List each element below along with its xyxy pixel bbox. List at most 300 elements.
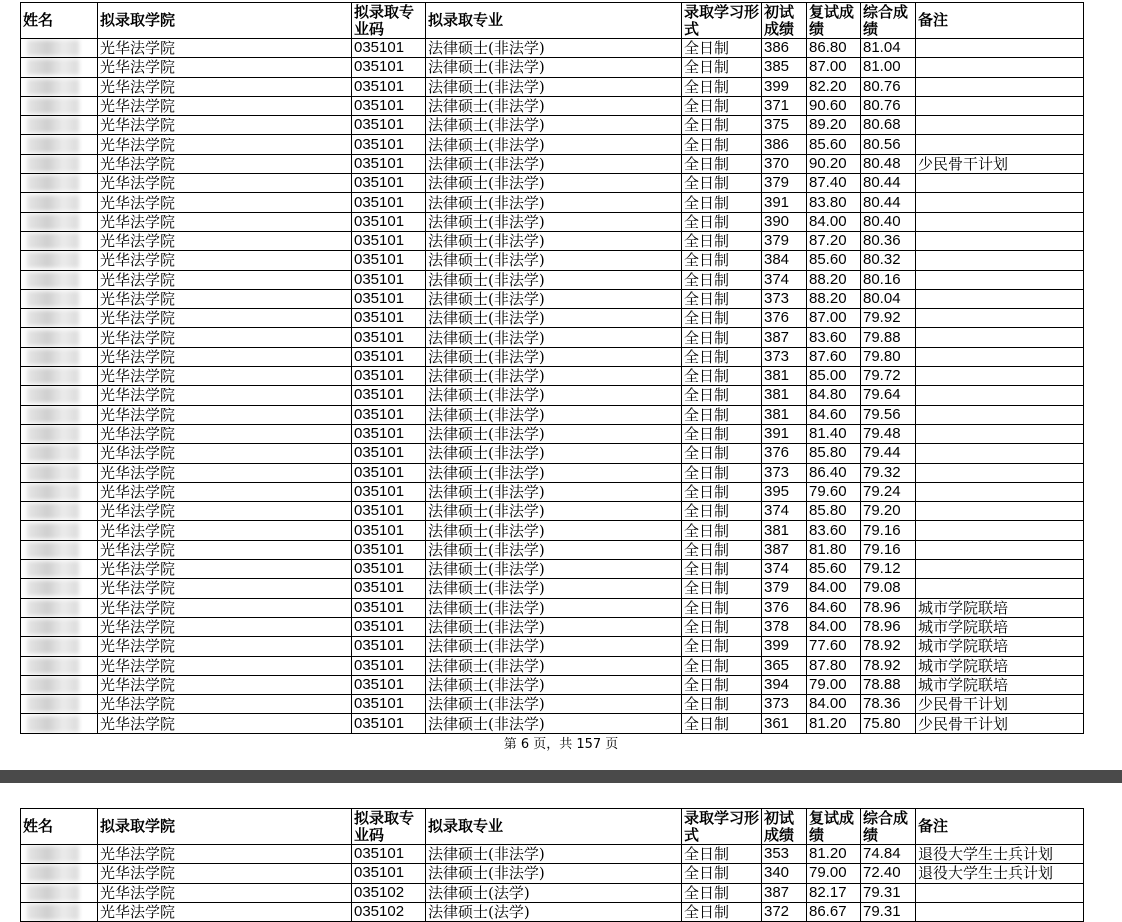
initial-score-cell: 376	[762, 444, 807, 463]
page-separator	[0, 770, 1122, 783]
total-score-cell: 74.84	[861, 845, 916, 864]
major-cell: 法律硕士(非法学)	[426, 328, 682, 347]
college-cell: 光华法学院	[98, 154, 352, 173]
total-score-cell: 80.76	[861, 96, 916, 115]
redaction-blur	[27, 117, 79, 133]
major-cell: 法律硕士(非法学)	[426, 154, 682, 173]
table-row	[21, 347, 1084, 366]
study-mode-cell: 全日制	[682, 116, 762, 135]
study-mode-cell: 全日制	[682, 424, 762, 443]
name-cell-redacted	[21, 444, 98, 463]
total-score-cell: 78.92	[861, 637, 916, 656]
initial-score-cell: 395	[762, 482, 807, 501]
total-score-cell: 78.96	[861, 617, 916, 636]
major-cell: 法律硕士(非法学)	[426, 347, 682, 366]
major-code-cell: 035101	[352, 560, 426, 579]
header-retest-score: 复试成绩	[807, 809, 861, 845]
redaction-blur	[27, 677, 79, 693]
table-row	[21, 845, 1084, 864]
total-score-cell: 79.20	[861, 502, 916, 521]
initial-score-cell: 391	[762, 424, 807, 443]
name-cell-redacted	[21, 135, 98, 154]
college-cell: 光华法学院	[98, 637, 352, 656]
table-row	[21, 135, 1084, 154]
study-mode-cell: 全日制	[682, 845, 762, 864]
header-major: 拟录取专业	[426, 3, 682, 39]
redaction-blur	[27, 465, 79, 481]
major-code-cell: 035101	[352, 656, 426, 675]
study-mode-cell: 全日制	[682, 482, 762, 501]
major-code-cell: 035101	[352, 231, 426, 250]
redaction-blur	[27, 195, 79, 211]
initial-score-cell: 374	[762, 270, 807, 289]
redaction-blur	[27, 846, 79, 862]
major-cell: 法律硕士(非法学)	[426, 39, 682, 58]
table-row	[21, 521, 1084, 540]
table-row	[21, 883, 1084, 902]
study-mode-cell: 全日制	[682, 347, 762, 366]
note-cell: 城市学院联培	[916, 598, 1084, 617]
college-cell: 光华法学院	[98, 883, 352, 902]
initial-score-cell: 386	[762, 135, 807, 154]
major-cell: 法律硕士(非法学)	[426, 231, 682, 250]
note-cell	[916, 405, 1084, 424]
total-score-cell: 72.40	[861, 864, 916, 883]
note-cell: 城市学院联培	[916, 617, 1084, 636]
major-code-cell: 035101	[352, 135, 426, 154]
total-score-cell: 80.56	[861, 135, 916, 154]
name-cell-redacted	[21, 212, 98, 231]
major-code-cell: 035101	[352, 463, 426, 482]
retest-score-cell: 84.00	[807, 695, 861, 714]
study-mode-cell: 全日制	[682, 617, 762, 636]
major-cell: 法律硕士(法学)	[426, 883, 682, 902]
major-code-cell: 035101	[352, 521, 426, 540]
study-mode-cell: 全日制	[682, 579, 762, 598]
name-cell-redacted	[21, 154, 98, 173]
initial-score-cell: 387	[762, 540, 807, 559]
college-cell: 光华法学院	[98, 347, 352, 366]
redaction-blur	[27, 638, 79, 654]
redaction-blur	[27, 885, 79, 901]
retest-score-cell: 82.20	[807, 77, 861, 96]
retest-score-cell: 90.60	[807, 96, 861, 115]
note-cell	[916, 58, 1084, 77]
retest-score-cell: 84.00	[807, 579, 861, 598]
retest-score-cell: 83.80	[807, 193, 861, 212]
initial-score-cell: 374	[762, 560, 807, 579]
study-mode-cell: 全日制	[682, 231, 762, 250]
redaction-blur	[27, 600, 79, 616]
college-cell: 光华法学院	[98, 251, 352, 270]
college-cell: 光华法学院	[98, 845, 352, 864]
study-mode-cell: 全日制	[682, 656, 762, 675]
table-row	[21, 386, 1084, 405]
major-cell: 法律硕士(非法学)	[426, 367, 682, 386]
redaction-blur	[27, 580, 79, 596]
major-cell: 法律硕士(非法学)	[426, 96, 682, 115]
initial-score-cell: 399	[762, 77, 807, 96]
total-score-cell: 80.32	[861, 251, 916, 270]
retest-score-cell: 79.60	[807, 482, 861, 501]
name-cell-redacted	[21, 77, 98, 96]
table-header	[21, 809, 1084, 845]
college-cell: 光华法学院	[98, 902, 352, 921]
college-cell: 光华法学院	[98, 695, 352, 714]
name-cell-redacted	[21, 560, 98, 579]
major-code-cell: 035101	[352, 58, 426, 77]
table-row	[21, 482, 1084, 501]
name-cell-redacted	[21, 540, 98, 559]
major-cell: 法律硕士(非法学)	[426, 656, 682, 675]
redaction-blur	[27, 252, 79, 268]
name-cell-redacted	[21, 675, 98, 694]
study-mode-cell: 全日制	[682, 58, 762, 77]
major-code-cell: 035102	[352, 902, 426, 921]
study-mode-cell: 全日制	[682, 560, 762, 579]
total-score-cell: 79.88	[861, 328, 916, 347]
major-code-cell: 035101	[352, 116, 426, 135]
study-mode-cell: 全日制	[682, 540, 762, 559]
initial-score-cell: 381	[762, 521, 807, 540]
college-cell: 光华法学院	[98, 39, 352, 58]
total-score-cell: 75.80	[861, 714, 916, 733]
study-mode-cell: 全日制	[682, 367, 762, 386]
name-cell-redacted	[21, 656, 98, 675]
total-score-cell: 79.31	[861, 883, 916, 902]
study-mode-cell: 全日制	[682, 328, 762, 347]
study-mode-cell: 全日制	[682, 405, 762, 424]
table-row	[21, 675, 1084, 694]
redaction-blur	[27, 175, 79, 191]
retest-score-cell: 85.60	[807, 251, 861, 270]
redaction-blur	[27, 40, 79, 56]
retest-score-cell: 77.60	[807, 637, 861, 656]
total-score-cell: 80.04	[861, 289, 916, 308]
major-code-cell: 035101	[352, 347, 426, 366]
note-cell	[916, 270, 1084, 289]
study-mode-cell: 全日制	[682, 902, 762, 921]
study-mode-cell: 全日制	[682, 864, 762, 883]
note-cell	[916, 540, 1084, 559]
redaction-blur	[27, 137, 79, 153]
table-row	[21, 540, 1084, 559]
total-score-cell: 81.00	[861, 58, 916, 77]
table-row	[21, 902, 1084, 921]
name-cell-redacted	[21, 328, 98, 347]
college-cell: 光华法学院	[98, 174, 352, 193]
major-code-cell: 035101	[352, 212, 426, 231]
note-cell	[916, 521, 1084, 540]
major-code-cell: 035101	[352, 845, 426, 864]
note-cell: 城市学院联培	[916, 656, 1084, 675]
study-mode-cell: 全日制	[682, 502, 762, 521]
table-row	[21, 579, 1084, 598]
major-cell: 法律硕士(非法学)	[426, 482, 682, 501]
total-score-cell: 80.40	[861, 212, 916, 231]
redaction-blur	[27, 484, 79, 500]
retest-score-cell: 83.60	[807, 328, 861, 347]
major-code-cell: 035101	[352, 39, 426, 58]
major-code-cell: 035101	[352, 540, 426, 559]
retest-score-cell: 86.40	[807, 463, 861, 482]
total-score-cell: 79.08	[861, 579, 916, 598]
retest-score-cell: 84.60	[807, 598, 861, 617]
note-cell: 少民骨干计划	[916, 714, 1084, 733]
initial-score-cell: 373	[762, 347, 807, 366]
major-cell: 法律硕士(非法学)	[426, 58, 682, 77]
study-mode-cell: 全日制	[682, 39, 762, 58]
college-cell: 光华法学院	[98, 328, 352, 347]
major-cell: 法律硕士(非法学)	[426, 174, 682, 193]
initial-score-cell: 361	[762, 714, 807, 733]
header-major-code: 拟录取专业码	[352, 3, 426, 39]
note-cell	[916, 39, 1084, 58]
college-cell: 光华法学院	[98, 424, 352, 443]
redaction-blur	[27, 407, 79, 423]
redaction-blur	[27, 426, 79, 442]
major-code-cell: 035101	[352, 405, 426, 424]
college-cell: 光华法学院	[98, 405, 352, 424]
study-mode-cell: 全日制	[682, 77, 762, 96]
table-row	[21, 367, 1084, 386]
table-row	[21, 328, 1084, 347]
total-score-cell: 80.68	[861, 116, 916, 135]
retest-score-cell: 87.80	[807, 656, 861, 675]
header-note: 备注	[916, 809, 1084, 845]
study-mode-cell: 全日制	[682, 212, 762, 231]
retest-score-cell: 83.60	[807, 521, 861, 540]
note-cell	[916, 444, 1084, 463]
initial-score-cell: 385	[762, 58, 807, 77]
note-cell	[916, 902, 1084, 921]
study-mode-cell: 全日制	[682, 135, 762, 154]
major-cell: 法律硕士(非法学)	[426, 116, 682, 135]
major-cell: 法律硕士(非法学)	[426, 502, 682, 521]
name-cell-redacted	[21, 902, 98, 921]
retest-score-cell: 86.80	[807, 39, 861, 58]
redaction-blur	[27, 349, 79, 365]
note-cell	[916, 386, 1084, 405]
note-cell	[916, 424, 1084, 443]
redaction-blur	[27, 330, 79, 346]
study-mode-cell: 全日制	[682, 695, 762, 714]
table-row	[21, 656, 1084, 675]
name-cell-redacted	[21, 347, 98, 366]
name-cell-redacted	[21, 231, 98, 250]
major-cell: 法律硕士(非法学)	[426, 598, 682, 617]
major-code-cell: 035101	[352, 502, 426, 521]
study-mode-cell: 全日制	[682, 193, 762, 212]
total-score-cell: 80.36	[861, 231, 916, 250]
header-name: 姓名	[21, 809, 98, 845]
note-cell	[916, 251, 1084, 270]
study-mode-cell: 全日制	[682, 251, 762, 270]
major-code-cell: 035101	[352, 270, 426, 289]
note-cell	[916, 96, 1084, 115]
total-score-cell: 79.44	[861, 444, 916, 463]
note-cell	[916, 174, 1084, 193]
admission-table	[20, 2, 1084, 734]
initial-score-cell: 376	[762, 309, 807, 328]
note-cell	[916, 482, 1084, 501]
major-code-cell: 035101	[352, 579, 426, 598]
total-score-cell: 79.16	[861, 540, 916, 559]
header-retest-score: 复试成绩	[807, 3, 861, 39]
redaction-blur	[27, 696, 79, 712]
study-mode-cell: 全日制	[682, 289, 762, 308]
table-row	[21, 77, 1084, 96]
total-score-cell: 79.12	[861, 560, 916, 579]
name-cell-redacted	[21, 424, 98, 443]
total-score-cell: 80.44	[861, 174, 916, 193]
total-score-cell: 78.92	[861, 656, 916, 675]
major-cell: 法律硕士(非法学)	[426, 695, 682, 714]
redaction-blur	[27, 98, 79, 114]
college-cell: 光华法学院	[98, 386, 352, 405]
total-score-cell: 80.44	[861, 193, 916, 212]
table-row	[21, 154, 1084, 173]
note-cell	[916, 135, 1084, 154]
header-study-mode: 录取学习形式	[682, 3, 762, 39]
note-cell	[916, 231, 1084, 250]
admission-table	[20, 808, 1084, 922]
total-score-cell: 78.96	[861, 598, 916, 617]
redaction-blur	[27, 272, 79, 288]
retest-score-cell: 84.80	[807, 386, 861, 405]
header-total-score: 综合成绩	[861, 3, 916, 39]
initial-score-cell: 378	[762, 617, 807, 636]
major-cell: 法律硕士(非法学)	[426, 675, 682, 694]
major-code-cell: 035101	[352, 77, 426, 96]
major-code-cell: 035101	[352, 367, 426, 386]
major-cell: 法律硕士(非法学)	[426, 270, 682, 289]
redaction-blur	[27, 503, 79, 519]
retest-score-cell: 87.00	[807, 58, 861, 77]
initial-score-cell: 391	[762, 193, 807, 212]
table-row	[21, 289, 1084, 308]
study-mode-cell: 全日制	[682, 598, 762, 617]
initial-score-cell: 375	[762, 116, 807, 135]
major-code-cell: 035101	[352, 193, 426, 212]
redaction-blur	[27, 79, 79, 95]
note-cell	[916, 116, 1084, 135]
name-cell-redacted	[21, 845, 98, 864]
total-score-cell: 80.16	[861, 270, 916, 289]
name-cell-redacted	[21, 116, 98, 135]
major-cell: 法律硕士(非法学)	[426, 309, 682, 328]
retest-score-cell: 85.00	[807, 367, 861, 386]
redaction-blur	[27, 542, 79, 558]
total-score-cell: 79.16	[861, 521, 916, 540]
college-cell: 光华法学院	[98, 502, 352, 521]
note-cell	[916, 212, 1084, 231]
redaction-blur	[27, 561, 79, 577]
major-code-cell: 035101	[352, 174, 426, 193]
major-code-cell: 035101	[352, 714, 426, 733]
redaction-blur	[27, 716, 79, 732]
major-cell: 法律硕士(非法学)	[426, 135, 682, 154]
total-score-cell: 79.72	[861, 367, 916, 386]
name-cell-redacted	[21, 617, 98, 636]
retest-score-cell: 87.00	[807, 309, 861, 328]
table-row	[21, 864, 1084, 883]
college-cell: 光华法学院	[98, 193, 352, 212]
table-row	[21, 39, 1084, 58]
header-major: 拟录取专业	[426, 809, 682, 845]
retest-score-cell: 81.20	[807, 714, 861, 733]
name-cell-redacted	[21, 637, 98, 656]
total-score-cell: 79.31	[861, 902, 916, 921]
study-mode-cell: 全日制	[682, 883, 762, 902]
major-code-cell: 035101	[352, 154, 426, 173]
note-cell: 退役大学生士兵计划	[916, 845, 1084, 864]
retest-score-cell: 85.80	[807, 502, 861, 521]
major-cell: 法律硕士(非法学)	[426, 617, 682, 636]
total-score-cell: 80.48	[861, 154, 916, 173]
college-cell: 光华法学院	[98, 463, 352, 482]
initial-score-cell: 365	[762, 656, 807, 675]
name-cell-redacted	[21, 193, 98, 212]
redaction-blur	[27, 291, 79, 307]
major-code-cell: 035101	[352, 424, 426, 443]
major-code-cell: 035101	[352, 617, 426, 636]
college-cell: 光华法学院	[98, 135, 352, 154]
initial-score-cell: 386	[762, 39, 807, 58]
major-cell: 法律硕士(非法学)	[426, 845, 682, 864]
table-row	[21, 251, 1084, 270]
initial-score-cell: 353	[762, 845, 807, 864]
college-cell: 光华法学院	[98, 212, 352, 231]
table-row	[21, 463, 1084, 482]
retest-score-cell: 84.60	[807, 405, 861, 424]
table-row	[21, 174, 1084, 193]
note-cell	[916, 367, 1084, 386]
table-row	[21, 617, 1084, 636]
total-score-cell: 79.92	[861, 309, 916, 328]
table-header	[21, 3, 1084, 39]
name-cell-redacted	[21, 714, 98, 733]
redaction-blur	[27, 865, 79, 881]
major-cell: 法律硕士(非法学)	[426, 463, 682, 482]
initial-score-cell: 399	[762, 637, 807, 656]
major-code-cell: 035101	[352, 675, 426, 694]
initial-score-cell: 372	[762, 902, 807, 921]
table-row	[21, 212, 1084, 231]
college-cell: 光华法学院	[98, 270, 352, 289]
college-cell: 光华法学院	[98, 579, 352, 598]
major-code-cell: 035101	[352, 482, 426, 501]
major-cell: 法律硕士(非法学)	[426, 289, 682, 308]
redaction-blur	[27, 310, 79, 326]
retest-score-cell: 79.00	[807, 675, 861, 694]
table-body	[21, 845, 1084, 922]
name-cell-redacted	[21, 386, 98, 405]
total-score-cell: 79.64	[861, 386, 916, 405]
retest-score-cell: 82.17	[807, 883, 861, 902]
major-code-cell: 035101	[352, 444, 426, 463]
major-code-cell: 035101	[352, 386, 426, 405]
header-initial-score: 初试成绩	[762, 809, 807, 845]
retest-score-cell: 85.60	[807, 560, 861, 579]
retest-score-cell: 85.80	[807, 444, 861, 463]
college-cell: 光华法学院	[98, 540, 352, 559]
college-cell: 光华法学院	[98, 617, 352, 636]
name-cell-redacted	[21, 405, 98, 424]
initial-score-cell: 390	[762, 212, 807, 231]
initial-score-cell: 387	[762, 883, 807, 902]
major-code-cell: 035101	[352, 289, 426, 308]
